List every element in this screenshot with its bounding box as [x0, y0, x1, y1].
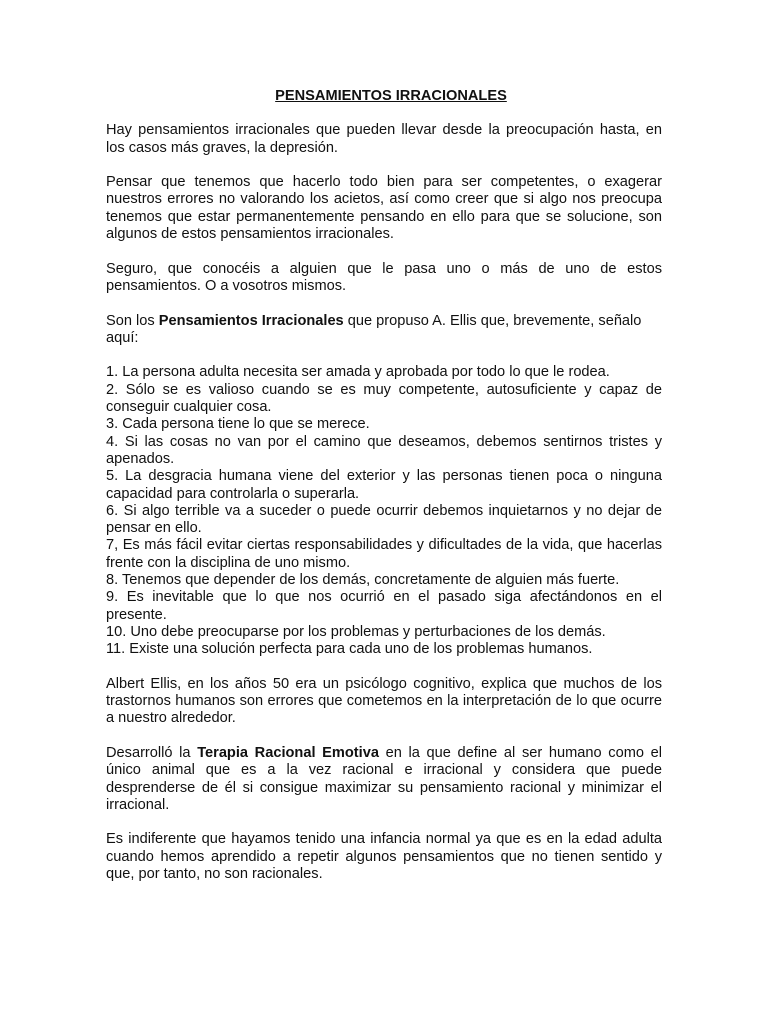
- competence-paragraph: Pensar que tenemos que hacerlo todo bien para ser competentes, o exagerar nuestros errores no valorando los acietos, así como creer que si algo nos preocupa tenemos que estar permanentemente pensando en ello para que se solucione, son algunos de estos pensamientos irracionales.: [106, 174, 662, 243]
- list-item: 8. Tenemos que depender de los demás, concretamente de alguien más fuerte.: [106, 572, 620, 589]
- closing-paragraph: Es indiferente que hayamos tenido una infancia normal ya que es en la edad adulta cuando hemos aprendido a repetir algunos pensamientos que no tienen sentido y que, por tanto, no son racionales.: [106, 831, 662, 883]
- therapy-bold: Terapia Racional Emotiva: [197, 744, 379, 761]
- ellis-paragraph: Albert Ellis, en los años 50 era un psicólogo cognitivo, explica que muchos de los trastornos humanos son errores que cometemos en la interpretación de lo que ocurre a nuestro alrededor.: [106, 675, 662, 727]
- document-title: PENSAMIENTOS IRRACIONALES: [275, 88, 507, 104]
- therapy-paragraph: [106, 745, 662, 814]
- list-item: 11. Existe una solución perfecta para cada uno de los problemas humanos.: [106, 641, 593, 658]
- list-item: 3. Cada persona tiene lo que se merece.: [106, 416, 370, 433]
- ellis-intro-after: que propuso A. Ellis que, brevemente, señalo aquí:: [106, 312, 642, 346]
- ellis-intro-paragraph: [106, 313, 662, 348]
- therapy-after: en la que define al ser humano como el único animal que es a la vez racional e irracional y considera que puede desprenderse de él si consigue maximizar su pensamiento racional y minimizar el irracional.: [106, 744, 662, 813]
- list-item: 5. La desgracia humana viene del exterior y las personas tienen poca o ninguna capacidad para controlarla o superarla.: [106, 468, 662, 502]
- document-body: [106, 88, 662, 901]
- reader-paragraph: Seguro, que conocéis a alguien que le pasa uno o más de uno de estos pensamientos. O a vosotros mismos.: [106, 260, 662, 294]
- list-item: 1. La persona adulta necesita ser amada y aprobada por todo lo que le rodea.: [106, 364, 610, 381]
- irrational-beliefs-list: [106, 364, 662, 658]
- list-item: 2. Sólo se es valioso cuando se es muy competente, autosuficiente y capaz de conseguir cualquier cosa.: [106, 381, 662, 416]
- therapy-before: Desarrolló la: [106, 744, 198, 761]
- list-item: 4. Si las cosas no van por el camino que deseamos, debemos sentirnos tristes y apenados.: [106, 433, 662, 467]
- list-item: 9. Es inevitable que lo que nos ocurrió en el pasado siga afectándonos en el presente.: [106, 589, 662, 623]
- intro-paragraph: Hay pensamientos irracionales que pueden llevar desde la preocupación hasta, en los casos más graves, la depresión.: [106, 122, 662, 156]
- list-item: 6. Si algo terrible va a suceder o puede ocurrir debemos inquietarnos y no dejar de pensar en ello.: [106, 502, 662, 537]
- list-item: 10. Uno debe preocuparse por los problemas y perturbaciones de los demás.: [106, 623, 606, 640]
- ellis-intro-before: Son los: [106, 312, 159, 329]
- list-item: 7, Es más fácil evitar ciertas responsabilidades y dificultades de la vida, que hacerlas frente con la disciplina de uno mismo.: [106, 537, 662, 571]
- ellis-intro-bold: Pensamientos Irracionales: [158, 312, 344, 329]
